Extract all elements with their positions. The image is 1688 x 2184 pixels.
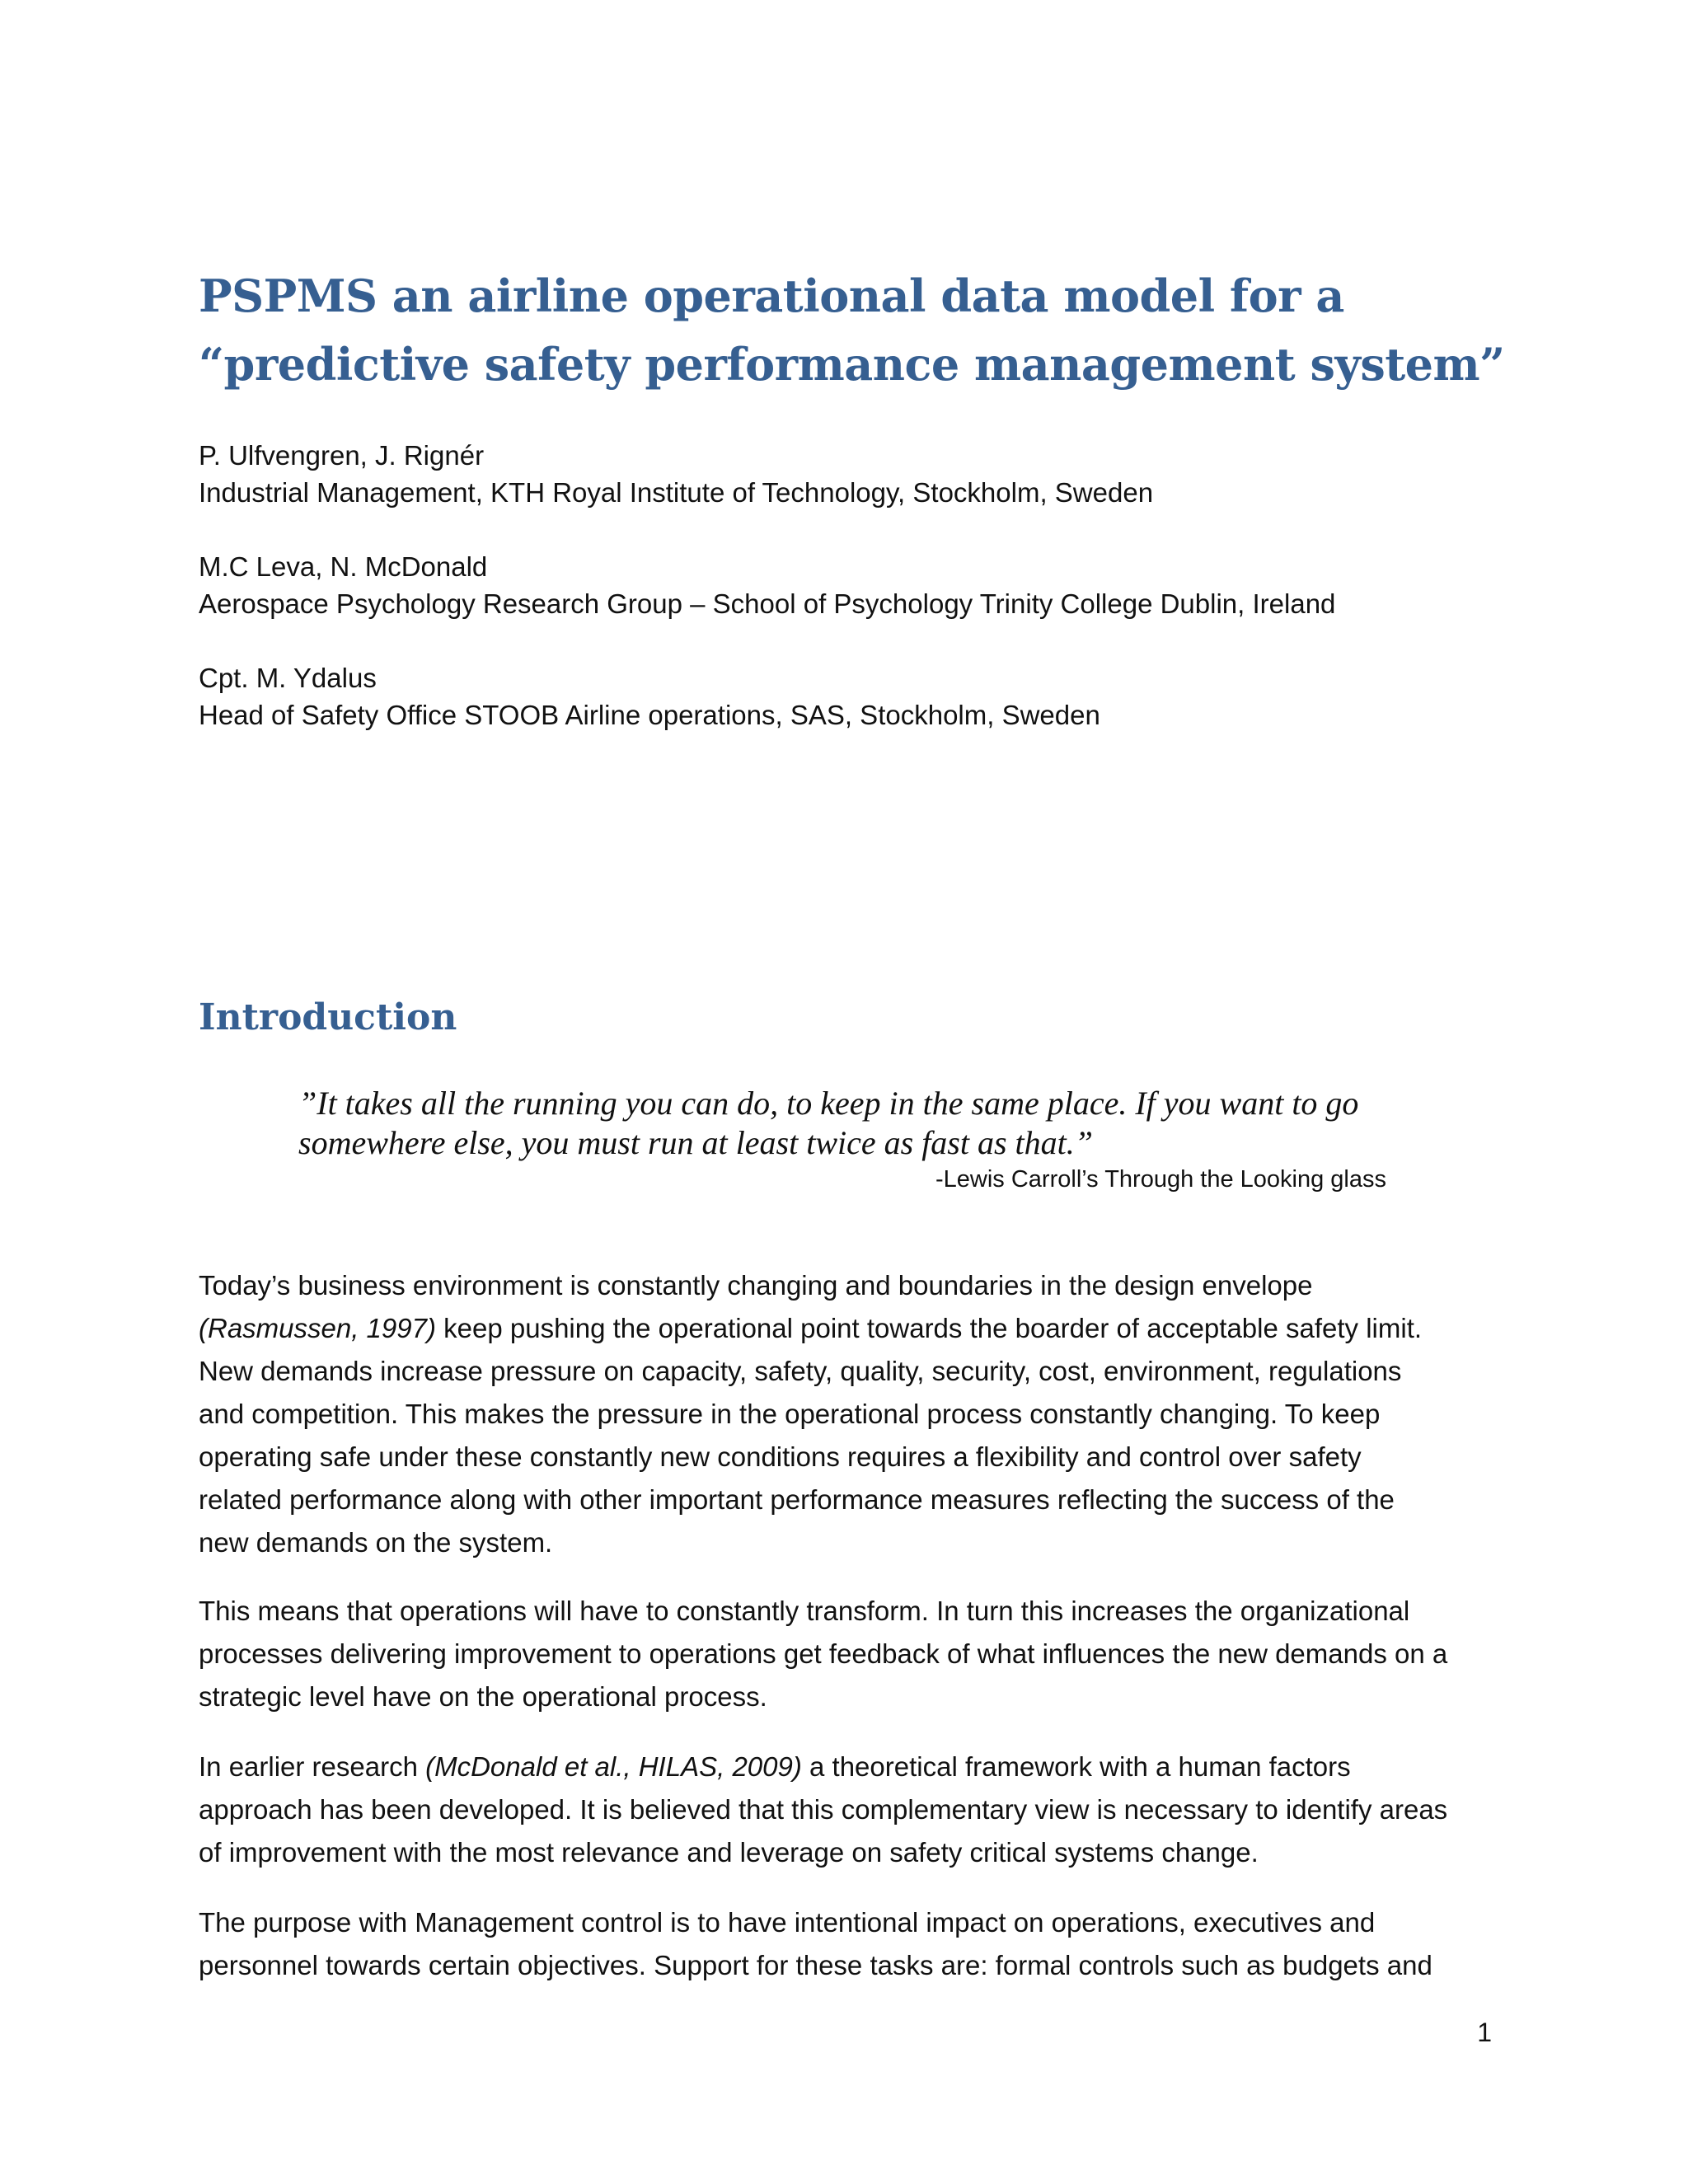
author-affiliation: Aerospace Psychology Research Group – School of Psychology Trinity College Dublin, Ireland (199, 588, 1336, 619)
paragraph-4 (199, 1901, 1550, 1987)
epigraph-quote (298, 1084, 1469, 1163)
quote-line-2: somewhere else, you must run at least twice as fast as that.” (298, 1124, 1094, 1161)
paragraph-3 (199, 1746, 1550, 1874)
paper-title (199, 262, 1517, 399)
paragraph-line-text: In earlier research (199, 1751, 426, 1782)
paragraph-line: Today’s business environment is constantly changing and boundaries in the design envelope (199, 1270, 1313, 1301)
section-heading-introduction: Introduction (199, 996, 457, 1038)
paragraph-line: new demands on the system. (199, 1527, 553, 1558)
citation-rasmussen: (Rasmussen, 1997) (199, 1313, 436, 1343)
quote-line-1: ”It takes all the running you can do, to keep in the same place. If you want to go (298, 1085, 1359, 1122)
paragraph-line: processes delivering improvement to operations get feedback of what influences the new demands on a (199, 1638, 1448, 1669)
paragraph-2 (199, 1590, 1550, 1718)
author-block-tcd (199, 548, 1517, 622)
paragraph-line-text: a theoretical framework with a human factors (801, 1751, 1351, 1782)
paragraph-line-text: keep pushing the operational point towards the boarder of acceptable safety limit. (435, 1313, 1423, 1343)
author-block-kth (199, 437, 1517, 511)
paragraph-line (199, 1746, 1550, 1788)
title-line-1: PSPMS an airline operational data model for a (199, 269, 1344, 322)
paragraph-line (199, 1307, 1550, 1350)
author-affiliation: Head of Safety Office STOOB Airline operations, SAS, Stockholm, Sweden (199, 700, 1100, 730)
author-block-sas (199, 659, 1517, 733)
paragraph-line: related performance along with other important performance measures reflecting the success of the (199, 1484, 1395, 1515)
citation-mcdonald: (McDonald et al., HILAS, 2009) (425, 1751, 802, 1782)
title-line-2: “predictive safety performance management system” (199, 338, 1505, 391)
author-names: P. Ulfvengren, J. Rignér (199, 440, 485, 471)
author-affiliation: Industrial Management, KTH Royal Institute of Technology, Stockholm, Sweden (199, 477, 1154, 508)
paragraph-line: The purpose with Management control is to have intentional impact on operations, executives and (199, 1907, 1376, 1938)
paragraph-line: and competition. This makes the pressure in the operational process constantly changing. To keep (199, 1399, 1381, 1429)
paragraph-1 (199, 1264, 1550, 1564)
paragraph-line: New demands increase pressure on capacity, safety, quality, security, cost, environment, regulations (199, 1356, 1402, 1386)
page-number: 1 (1477, 2018, 1492, 2047)
paragraph-line: approach has been developed. It is believed that this complementary view is necessary to identify areas (199, 1794, 1448, 1825)
paragraph-line: personnel towards certain objectives. Support for these tasks are: formal controls such as budgets and (199, 1950, 1432, 1980)
author-names: Cpt. M. Ydalus (199, 663, 377, 693)
paragraph-line: strategic level have on the operational process. (199, 1681, 767, 1712)
paragraph-line: operating safe under these constantly new conditions requires a flexibility and control over safety (199, 1441, 1362, 1472)
paragraph-line: This means that operations will have to constantly transform. In turn this increases the organizational (199, 1596, 1410, 1626)
author-names: M.C Leva, N. McDonald (199, 551, 488, 582)
paragraph-line: of improvement with the most relevance and leverage on safety critical systems change. (199, 1837, 1259, 1868)
quote-attribution: -Lewis Carroll’s Through the Looking glass (935, 1166, 1386, 1193)
